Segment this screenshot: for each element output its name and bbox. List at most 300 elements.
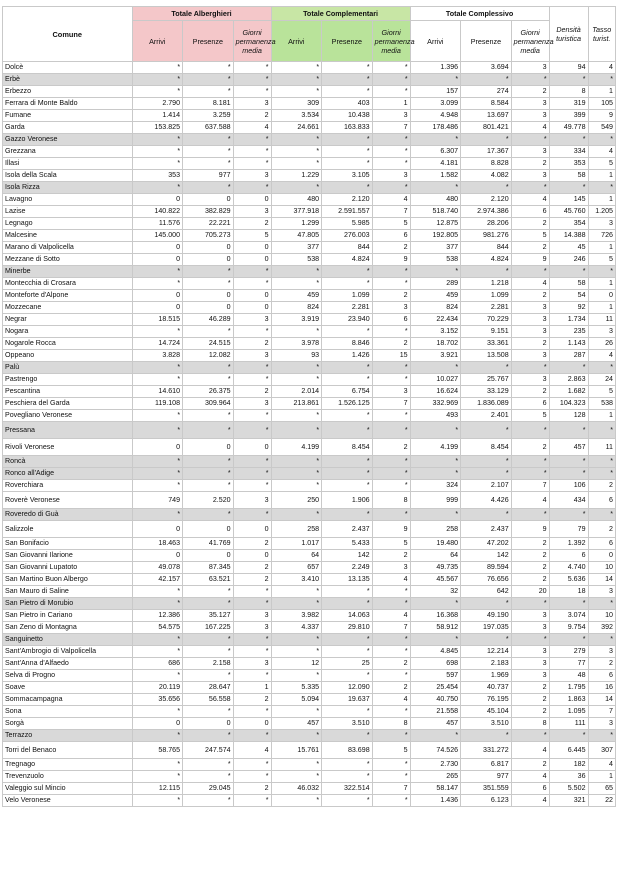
cell-alb-arrivi: 3.828 [132,350,183,362]
cell-alb-giorni: 3 [233,610,271,622]
cell-alb-giorni: 3 [233,398,271,410]
cell-alb-presenze: 12.082 [183,350,234,362]
cell-alb-presenze: 26.375 [183,386,234,398]
cell-tot-presenze: 2.120 [461,194,512,206]
cell-comp-arrivi: * [271,634,322,646]
table-row [3,338,616,350]
cell-densita: 49.778 [549,122,588,134]
cell-tot-presenze: 331.272 [461,742,512,759]
cell-alb-giorni: 2 [233,538,271,550]
cell-alb-arrivi: 2.790 [132,98,183,110]
cell-alb-giorni: 2 [233,783,271,795]
cell-alb-presenze: 24.515 [183,338,234,350]
cell-comp-presenze: * [322,410,373,422]
comune-name: Pastrengo [3,374,133,386]
cell-alb-arrivi: * [132,74,183,86]
cell-tot-presenze: 70.229 [461,314,512,326]
cell-tot-arrivi: * [410,266,461,278]
cell-tot-arrivi: 18.702 [410,338,461,350]
cell-densita: 1.734 [549,314,588,326]
cell-comp-presenze: 8.846 [322,338,373,350]
cell-tot-presenze: 45.104 [461,706,512,718]
header-row-top [3,7,616,21]
cell-alb-presenze: * [183,509,234,521]
cell-densita: 182 [549,759,588,771]
cell-comp-giorni: 2 [372,682,410,694]
cell-comp-giorni: 4 [372,194,410,206]
cell-alb-arrivi: 145.000 [132,230,183,242]
table-row [3,706,616,718]
cell-comp-giorni: 6 [372,314,410,326]
cell-tot-arrivi: 3.921 [410,350,461,362]
cell-alb-arrivi: * [132,134,183,146]
cell-alb-presenze: 63.521 [183,574,234,586]
cell-comp-presenze: 5.433 [322,538,373,550]
comune-name: Rivoli Veronese [3,439,133,456]
cell-tasso: 6 [588,492,615,509]
cell-tot-giorni: 2 [511,242,549,254]
cell-comp-giorni: 3 [372,110,410,122]
cell-comp-presenze: * [322,670,373,682]
cell-comp-presenze: * [322,795,373,807]
table-row [3,170,616,182]
cell-comp-presenze: * [322,586,373,598]
cell-alb-giorni: * [233,422,271,439]
comune-name: Salizzole [3,521,133,538]
cell-tot-arrivi: 289 [410,278,461,290]
comune-name: Povegliano Veronese [3,410,133,422]
cell-comp-presenze: * [322,86,373,98]
cell-alb-arrivi: 18.463 [132,538,183,550]
cell-tot-presenze: 17.367 [461,146,512,158]
cell-comp-giorni: * [372,410,410,422]
cell-comp-arrivi: 1.017 [271,538,322,550]
comune-name: San Bonifacio [3,538,133,550]
cell-alb-giorni: * [233,74,271,86]
comune-name: Torri del Benaco [3,742,133,759]
cell-tot-arrivi: 265 [410,771,461,783]
cell-tot-presenze: * [461,266,512,278]
cell-comp-presenze: 8.454 [322,439,373,456]
cell-alb-presenze: 41.769 [183,538,234,550]
cell-comp-giorni: * [372,326,410,338]
cell-tot-presenze: * [461,634,512,646]
cell-alb-presenze: * [183,598,234,610]
comune-name: San Martino Buon Albergo [3,574,133,586]
cell-comp-presenze: * [322,730,373,742]
cell-densita: 457 [549,439,588,456]
cell-alb-presenze: 637.588 [183,122,234,134]
cell-comp-presenze: * [322,374,373,386]
group-row [3,182,616,194]
cell-densita: 54 [549,290,588,302]
cell-tot-presenze: 33.129 [461,386,512,398]
table-row [3,278,616,290]
cell-alb-presenze: * [183,266,234,278]
cell-alb-arrivi: 35.656 [132,694,183,706]
cell-tot-arrivi: * [410,422,461,439]
cell-comp-giorni: * [372,456,410,468]
header-alb-presenze: Presenze [183,21,234,62]
cell-tot-arrivi: 324 [410,480,461,492]
tourism-table [2,6,616,807]
table-row [3,492,616,509]
table-row [3,574,616,586]
cell-comp-arrivi: * [271,134,322,146]
cell-tot-presenze: 981.276 [461,230,512,242]
cell-densita: 1.863 [549,694,588,706]
cell-tot-giorni: * [511,730,549,742]
cell-comp-giorni: * [372,730,410,742]
cell-comp-presenze: 2.437 [322,521,373,538]
cell-tot-giorni: * [511,266,549,278]
cell-comp-presenze: * [322,74,373,86]
cell-tot-giorni: 3 [511,658,549,670]
cell-alb-arrivi: 119.108 [132,398,183,410]
cell-tot-presenze: 2.183 [461,658,512,670]
cell-alb-arrivi: 49.078 [132,562,183,574]
comune-name: Garda [3,122,133,134]
comune-name: Sona [3,706,133,718]
cell-tot-giorni: * [511,362,549,374]
cell-alb-presenze: 0 [183,290,234,302]
cell-comp-presenze: 83.698 [322,742,373,759]
cell-tot-giorni: 9 [511,521,549,538]
cell-alb-presenze: * [183,468,234,480]
cell-comp-arrivi: 64 [271,550,322,562]
cell-tasso: 1 [588,302,615,314]
cell-tot-arrivi: 19.480 [410,538,461,550]
cell-tot-presenze: 142 [461,550,512,562]
header-tot-giorni: Giorni permanenza media [511,21,549,62]
comune-name: Terrazzo [3,730,133,742]
cell-densita: 6.445 [549,742,588,759]
cell-comp-presenze: 2.120 [322,194,373,206]
cell-densita: 1.392 [549,538,588,550]
cell-tasso: 9 [588,110,615,122]
cell-alb-arrivi: 14.724 [132,338,183,350]
cell-tot-giorni: 3 [511,98,549,110]
cell-alb-presenze: * [183,74,234,86]
cell-densita: 279 [549,646,588,658]
cell-densita: 145 [549,194,588,206]
cell-alb-giorni: * [233,480,271,492]
cell-tot-giorni: 3 [511,110,549,122]
group-row [3,509,616,521]
cell-alb-presenze: 0 [183,242,234,254]
table-row [3,538,616,550]
cell-tot-arrivi: 22.434 [410,314,461,326]
cell-alb-presenze: * [183,646,234,658]
cell-alb-presenze: 0 [183,194,234,206]
table-row [3,386,616,398]
table-row [3,521,616,538]
comune-name: Fumane [3,110,133,122]
cell-tot-arrivi: 178.486 [410,122,461,134]
cell-comp-presenze: * [322,422,373,439]
cell-tasso: 1 [588,771,615,783]
cell-tasso: 24 [588,374,615,386]
cell-alb-giorni: 0 [233,302,271,314]
cell-tasso: 4 [588,146,615,158]
cell-comp-arrivi: * [271,586,322,598]
cell-alb-giorni: 0 [233,194,271,206]
cell-alb-presenze: * [183,730,234,742]
cell-tot-giorni: 9 [511,254,549,266]
cell-comp-arrivi: * [271,795,322,807]
cell-alb-presenze: * [183,62,234,74]
cell-tasso: 3 [588,586,615,598]
cell-densita: 321 [549,795,588,807]
cell-alb-arrivi: * [132,278,183,290]
cell-alb-presenze: * [183,759,234,771]
comune-name: San Giovanni Ilarione [3,550,133,562]
cell-densita: 319 [549,98,588,110]
cell-densita: 14.388 [549,230,588,242]
cell-tot-presenze: 47.202 [461,538,512,550]
cell-comp-giorni: * [372,586,410,598]
cell-comp-giorni: 2 [372,290,410,302]
cell-comp-presenze: * [322,266,373,278]
cell-alb-giorni: * [233,182,271,194]
cell-alb-presenze: * [183,586,234,598]
cell-tasso: 392 [588,622,615,634]
cell-tasso: 2 [588,480,615,492]
cell-comp-giorni: 2 [372,338,410,350]
cell-comp-giorni: 3 [372,562,410,574]
cell-comp-giorni: 7 [372,206,410,218]
cell-alb-presenze: 705.273 [183,230,234,242]
cell-tot-giorni: 2 [511,574,549,586]
cell-comp-arrivi: * [271,362,322,374]
cell-comp-arrivi: * [271,646,322,658]
header-tasso: Tasso turist. [588,7,615,62]
cell-comp-arrivi: 15.761 [271,742,322,759]
cell-alb-giorni: 0 [233,290,271,302]
cell-comp-giorni: * [372,74,410,86]
cell-densita: * [549,634,588,646]
cell-comp-arrivi: * [271,326,322,338]
cell-comp-presenze: 163.833 [322,122,373,134]
cell-densita: 6 [549,550,588,562]
cell-tasso: * [588,730,615,742]
comune-name: Malcesine [3,230,133,242]
cell-alb-giorni: * [233,586,271,598]
cell-tot-giorni: 2 [511,538,549,550]
cell-tot-arrivi: 40.750 [410,694,461,706]
cell-comp-giorni: 5 [372,538,410,550]
cell-alb-giorni: 3 [233,170,271,182]
cell-comp-giorni: 4 [372,610,410,622]
cell-tot-presenze: 1.969 [461,670,512,682]
cell-comp-giorni: 3 [372,170,410,182]
table-row [3,86,616,98]
cell-tot-giorni: 4 [511,492,549,509]
cell-tot-giorni: * [511,509,549,521]
cell-tot-arrivi: 377 [410,242,461,254]
cell-densita: * [549,509,588,521]
cell-tot-arrivi: * [410,598,461,610]
cell-alb-giorni: * [233,795,271,807]
cell-alb-presenze: 8.181 [183,98,234,110]
cell-alb-giorni: 3 [233,98,271,110]
cell-comp-giorni: * [372,362,410,374]
cell-alb-giorni: 0 [233,254,271,266]
cell-alb-giorni: * [233,86,271,98]
cell-comp-arrivi: 93 [271,350,322,362]
cell-tot-presenze: 28.206 [461,218,512,230]
cell-tot-presenze: 9.151 [461,326,512,338]
cell-tasso: 0 [588,550,615,562]
table-row [3,302,616,314]
cell-comp-arrivi: 213.861 [271,398,322,410]
cell-alb-arrivi: * [132,771,183,783]
cell-comp-arrivi: 3.982 [271,610,322,622]
cell-comp-presenze: * [322,706,373,718]
comune-name: Monteforte d'Alpone [3,290,133,302]
cell-densita: 354 [549,218,588,230]
table-row [3,646,616,658]
cell-comp-giorni: 3 [372,302,410,314]
cell-comp-arrivi: 12 [271,658,322,670]
cell-alb-arrivi: * [132,706,183,718]
cell-comp-arrivi: 1.229 [271,170,322,182]
cell-alb-arrivi: * [132,670,183,682]
cell-comp-arrivi: * [271,74,322,86]
cell-densita: * [549,182,588,194]
cell-comp-presenze: 6.754 [322,386,373,398]
cell-tot-giorni: 2 [511,550,549,562]
cell-tasso: 3 [588,646,615,658]
cell-tot-arrivi: 192.805 [410,230,461,242]
cell-comp-presenze: 1.099 [322,290,373,302]
cell-tasso: 4 [588,350,615,362]
cell-comp-giorni: 1 [372,98,410,110]
comune-name: Negrar [3,314,133,326]
cell-tot-arrivi: 21.558 [410,706,461,718]
cell-comp-arrivi: 377.918 [271,206,322,218]
cell-comp-arrivi: * [271,670,322,682]
cell-alb-arrivi: 20.119 [132,682,183,694]
cell-tot-arrivi: 1.396 [410,62,461,74]
cell-densita: 104.323 [549,398,588,410]
cell-comp-presenze: * [322,62,373,74]
comune-name: Roverchiara [3,480,133,492]
cell-tot-presenze: * [461,182,512,194]
comune-name: Lazise [3,206,133,218]
group-row [3,422,616,439]
cell-comp-presenze: * [322,362,373,374]
cell-densita: 45 [549,242,588,254]
cell-alb-giorni: 5 [233,230,271,242]
cell-alb-arrivi: * [132,480,183,492]
cell-alb-arrivi: 12.115 [132,783,183,795]
cell-tot-arrivi: 518.740 [410,206,461,218]
cell-tasso: 10 [588,610,615,622]
table-row [3,110,616,122]
cell-alb-presenze: 247.574 [183,742,234,759]
cell-comp-arrivi: 459 [271,290,322,302]
cell-comp-arrivi: 457 [271,718,322,730]
cell-tot-giorni: 2 [511,386,549,398]
cell-tasso: 5 [588,158,615,170]
cell-comp-giorni: * [372,374,410,386]
cell-alb-giorni: 2 [233,338,271,350]
cell-alb-giorni: 2 [233,574,271,586]
cell-comp-arrivi: * [271,771,322,783]
cell-alb-giorni: 2 [233,110,271,122]
cell-comp-presenze: 1.526.125 [322,398,373,410]
cell-alb-arrivi: * [132,266,183,278]
cell-tot-arrivi: 3.099 [410,98,461,110]
cell-tot-giorni: 7 [511,480,549,492]
cell-tot-arrivi: 698 [410,658,461,670]
cell-alb-giorni: 0 [233,242,271,254]
cell-tot-presenze: 76.656 [461,574,512,586]
cell-comp-giorni: * [372,670,410,682]
cell-tasso: * [588,456,615,468]
cell-densita: 9.754 [549,622,588,634]
cell-densita: 1.143 [549,338,588,350]
cell-alb-giorni: * [233,771,271,783]
cell-densita: 1.095 [549,706,588,718]
cell-alb-arrivi: * [132,456,183,468]
cell-comp-presenze: 13.135 [322,574,373,586]
table-row [3,230,616,242]
cell-comp-presenze: 2.281 [322,302,373,314]
cell-tasso: 1 [588,170,615,182]
cell-alb-presenze: * [183,422,234,439]
cell-tot-presenze: * [461,730,512,742]
cell-comp-giorni: * [372,158,410,170]
cell-alb-presenze: 0 [183,439,234,456]
cell-densita: 79 [549,521,588,538]
header-comp-arrivi: Arrivi [271,21,322,62]
cell-tot-giorni: 2 [511,759,549,771]
cell-alb-giorni: 2 [233,386,271,398]
cell-comp-arrivi: 2.014 [271,386,322,398]
header-comune: Comune [3,7,133,62]
comune-name: Dolcè [3,62,133,74]
cell-comp-giorni: * [372,182,410,194]
cell-tot-arrivi: 25.454 [410,682,461,694]
cell-tot-presenze: 2.107 [461,480,512,492]
cell-alb-presenze: 87.345 [183,562,234,574]
cell-comp-presenze: * [322,134,373,146]
cell-alb-presenze: 977 [183,170,234,182]
cell-densita: 58 [549,278,588,290]
cell-comp-arrivi: * [271,146,322,158]
cell-tot-giorni: 3 [511,350,549,362]
cell-alb-presenze: 0 [183,521,234,538]
comune-name: Ronco all'Adige [3,468,133,480]
cell-comp-giorni: * [372,62,410,74]
comune-name: Erbè [3,74,133,86]
cell-tot-arrivi: 45.567 [410,574,461,586]
cell-alb-giorni: 3 [233,206,271,218]
cell-densita: 434 [549,492,588,509]
cell-tasso: 65 [588,783,615,795]
cell-tot-presenze: * [461,456,512,468]
table-row [3,622,616,634]
cell-alb-giorni: * [233,146,271,158]
cell-densita: 399 [549,110,588,122]
cell-comp-presenze: 12.090 [322,682,373,694]
cell-comp-giorni: 3 [372,386,410,398]
cell-tot-arrivi: * [410,134,461,146]
cell-comp-giorni: * [372,634,410,646]
cell-tot-giorni: 4 [511,771,549,783]
